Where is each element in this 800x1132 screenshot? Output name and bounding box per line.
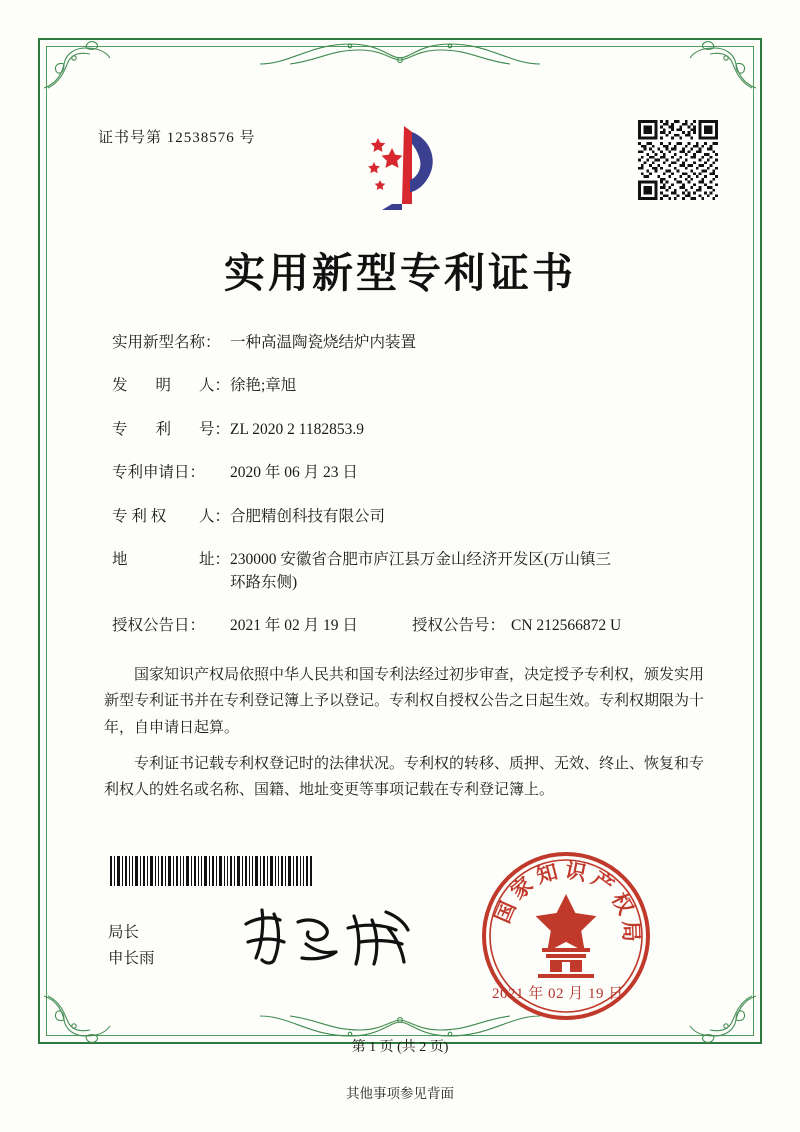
field-value xyxy=(230,549,702,594)
field-value: 徐艳;章旭 xyxy=(230,377,297,395)
barcode xyxy=(108,856,314,886)
director-signature xyxy=(236,898,422,974)
field-label xyxy=(112,506,230,528)
director-title-label: 局长 xyxy=(108,924,140,941)
page-number: 第 1 页 (共 2 页) xyxy=(351,1040,449,1055)
field-label xyxy=(112,419,230,441)
field-label-part: 发 xyxy=(112,377,128,395)
publication-number-group xyxy=(412,615,621,637)
legal-paragraph-2: 专利证书记载专利权登记时的法律状况。专利权的转移、质押、无效、终止、恢复和专利权人的姓名或名称、国籍、地址变更等事项记载在专利登记簿上。 xyxy=(104,755,705,798)
field-value-line2: 环路东侧) xyxy=(230,573,298,591)
field-row-patentee xyxy=(112,506,702,528)
certificate-number: 证书号第 12538576 号 xyxy=(98,130,256,146)
field-label-part: 专 利 权 xyxy=(112,507,167,525)
corner-ornament-icon xyxy=(686,40,760,92)
field-label-part: 明 xyxy=(155,377,171,395)
field-row-address xyxy=(112,549,702,594)
field-row-application-date xyxy=(112,462,702,484)
corner-ornament-icon xyxy=(40,40,114,92)
qr-code xyxy=(638,120,718,200)
field-label-part: 址： xyxy=(198,551,230,569)
legal-paragraph-1: 国家知识产权局依照中华人民共和国专利法经过初步审查，决定授予专利权，颁发实用新型专利证书并在专利登记簿上予以登记。专利权自授权公告之日起生效。专利权期限为十年，自申请日起算。 xyxy=(104,667,705,736)
field-label-part: 专 xyxy=(112,420,128,438)
field-label-part: 人： xyxy=(198,507,230,525)
field-label xyxy=(112,549,230,571)
field-label-part: 号： xyxy=(198,420,230,438)
field-label: 专利申请日： xyxy=(112,464,206,482)
cnipa-logo-icon xyxy=(352,118,448,218)
field-label: 授权公告日： xyxy=(112,617,206,635)
svg-text:国家知识产权局: 国家知识产权局 xyxy=(490,857,644,948)
legal-text xyxy=(104,662,704,813)
footer-note: 其他事项参见背面 xyxy=(346,1086,454,1101)
field-value: 2021 年 02 月 19 日 xyxy=(230,617,358,635)
field-label-part: 人： xyxy=(198,377,230,395)
field-label: 实用新型名称： xyxy=(112,334,221,351)
field-value-line1: 230000 安徽省合肥市庐江县万金山经济开发区(万山镇三 xyxy=(230,551,612,569)
director-block xyxy=(108,920,155,973)
field-label-part: 利 xyxy=(155,420,171,438)
publication-date-group xyxy=(112,615,412,637)
director-name: 申长雨 xyxy=(108,950,155,968)
top-ornament-icon xyxy=(250,34,550,68)
field-row-inventor xyxy=(112,375,702,397)
field-label xyxy=(112,375,230,397)
field-row-publication xyxy=(112,615,702,637)
patent-fields xyxy=(112,332,702,646)
field-value: 合肥精创科技有限公司 xyxy=(230,507,386,525)
seal-date: 2021 年 02 月 19 日 xyxy=(492,986,624,1002)
field-value: 2020 年 06 月 23 日 xyxy=(230,464,358,482)
field-label-part: 地 xyxy=(112,551,128,569)
field-value: ZL 2020 2 1182853.9 xyxy=(230,420,365,438)
field-row-patent-number xyxy=(112,419,702,441)
field-label: 授权公告号： xyxy=(412,617,506,635)
field-row-utility-model-name xyxy=(112,332,702,354)
field-value: CN 212566872 U xyxy=(511,617,622,635)
field-value: 一种高温陶瓷烧结炉内装置 xyxy=(230,334,417,351)
page-title: 实用新型专利证书 xyxy=(224,250,576,296)
